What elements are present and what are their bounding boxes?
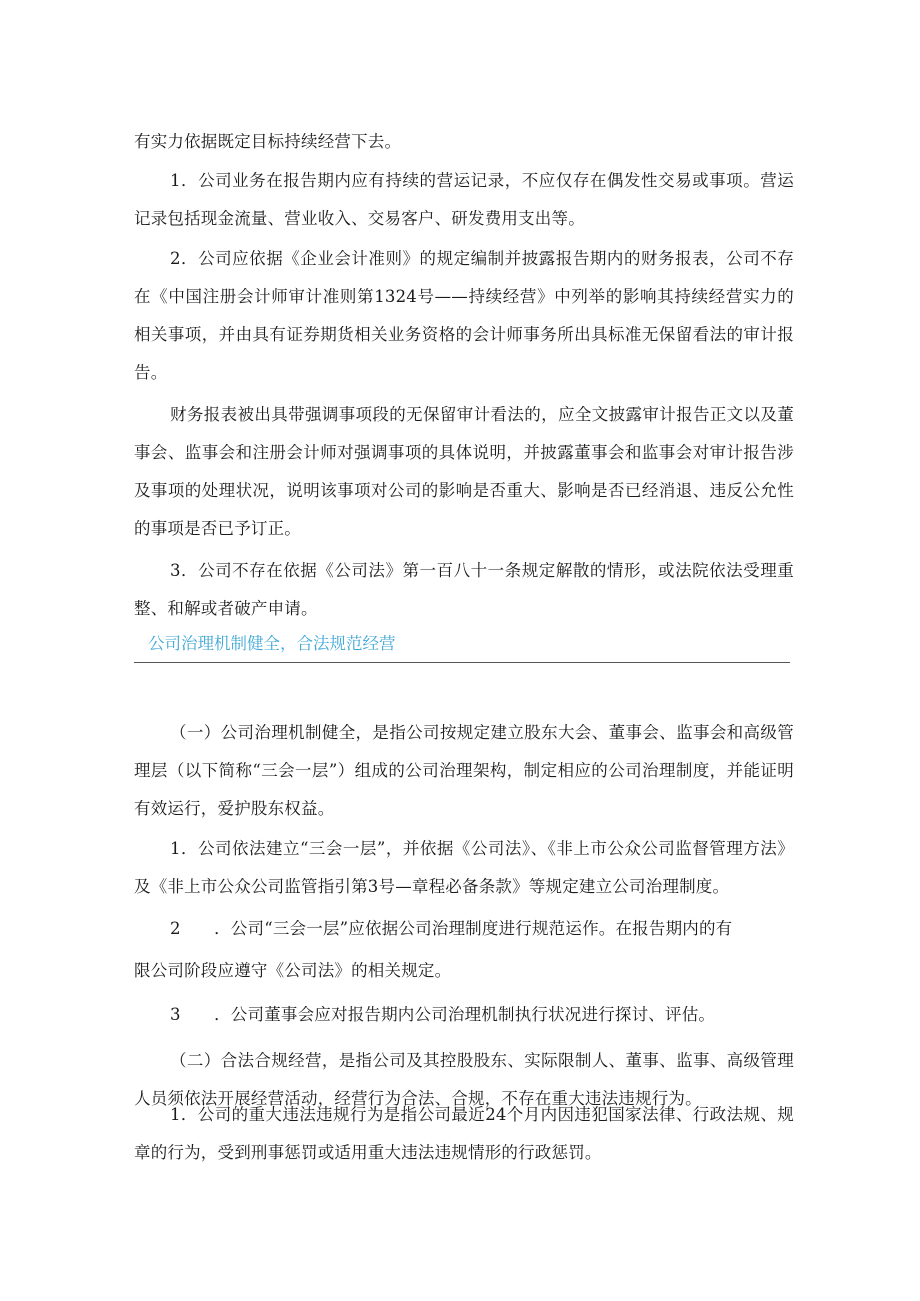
paragraph-continuation: 有实力依据既定目标持续经营下去。 — [134, 132, 402, 151]
paragraph-governance-mechanism: （一）公司治理机制健全，是指公司按规定建立股东大会、董事会、监事会和高级管理层（以下简称“三会一层”）组成的公司治理架构，制定相应的公司治理制度，并能证明有效运行，爱护股东权益。 — [134, 723, 794, 818]
paragraph-item-3-dissolution: 3．公司不存在依据《公司法》第一百八十一条规定解散的情形，或法院依法受理重整、和解或者破产申请。 — [134, 561, 794, 618]
paragraph-item-2-financial-statements: 2．公司应依据《企业会计准则》的规定编制并披露报告期内的财务报表，公司不存在《中国注册会计师审计准则第1324号——持续经营》中列举的影响其持续经营实力的相关事项，并由具有证券期货相关业务资格的会计师事务所出具标准无保留看法的审计报告。 — [134, 249, 794, 382]
paragraph-governance-item-2-line-2: 限公司阶段应遵守《公司法》的相关规定。 — [134, 961, 452, 980]
heading-divider — [134, 662, 790, 663]
paragraph-legal-compliance: （二）合法合规经营，是指公司及其控股股东、实际限制人、董事、监事、高级管理人员须依法开展经营活动，经营行为合法、合规，不存在重大违法违规行为。 — [134, 1051, 794, 1108]
paragraph-governance-item-1: 1．公司依法建立“三会一层”，并依据《公司法》、《非上市公众公司监督管理方法》及《非上市公众公司监管指引第3号—章程必备条款》等规定建立公司治理制度。 — [134, 839, 794, 896]
paragraph-governance-item-3: 3 ．公司董事会应对报告期内公司治理机制执行状况进行探讨、评估。 — [170, 1005, 716, 1024]
paragraph-item-1-operating-record: 1．公司业务在报告期内应有持续的营运记录，不应仅存在偶发性交易或事项。营运记录包括现金流量、营业收入、交易客户、研发费用支出等。 — [134, 171, 794, 228]
section-heading: 公司治理机制健全，合法规范经营 — [148, 634, 396, 653]
paragraph-compliance-item-1: 1．公司的重大违法违规行为是指公司最近24个月内因违犯国家法律、行政法规、规章的行为，受到刑事惩罚或适用重大违法违规情形的行政惩罚。 — [134, 1105, 794, 1162]
paragraph-audit-opinion: 财务报表被出具带强调事项段的无保留审计看法的，应全文披露审计报告正文以及董事会、监事会和注册会计师对强调事项的具体说明，并披露董事会和监事会对审计报告涉及事项的处理状况，说明该事项对公司的影响是否重大、影响是否已经消退、违反公允性的事项是否已予订正。 — [134, 405, 794, 538]
paragraph-governance-item-2-line-1: 2 ．公司“三会一层”应依据公司治理制度进行规范运作。在报告期内的有 — [170, 919, 733, 938]
